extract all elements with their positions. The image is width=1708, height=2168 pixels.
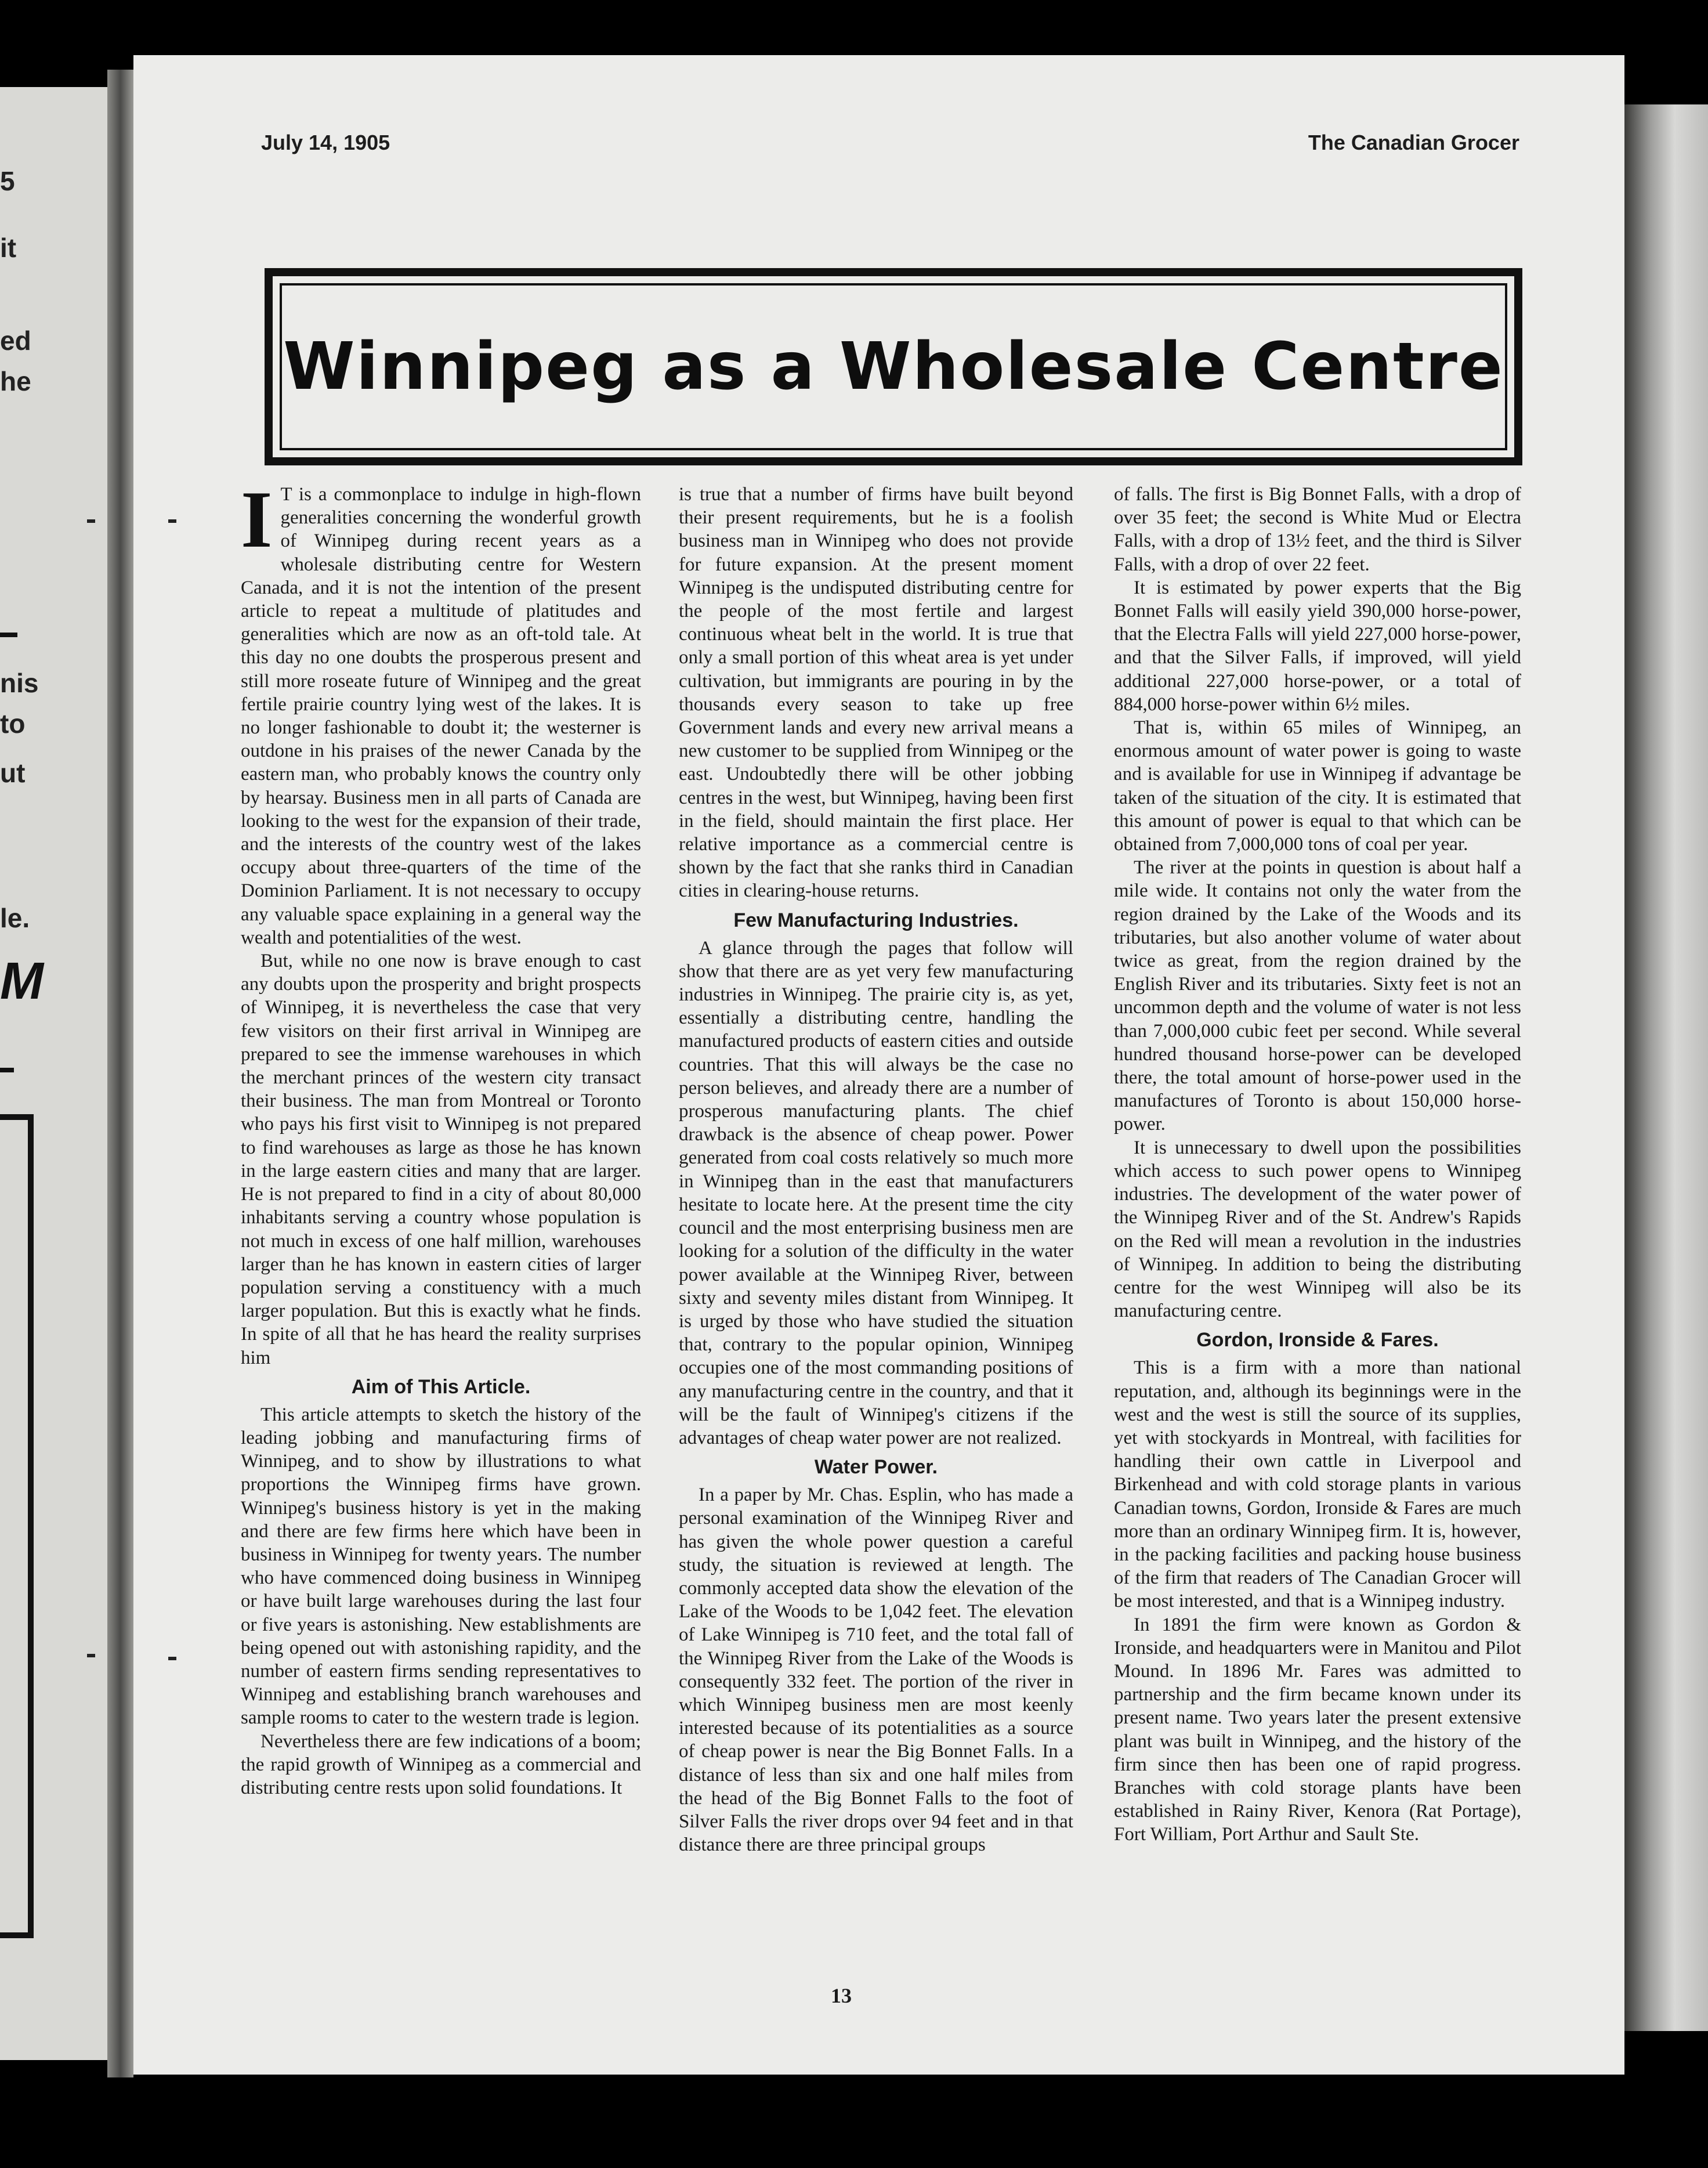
drop-cap: I <box>241 475 273 565</box>
paragraph: That is, within 65 miles of Winnipeg, an enormous amount of water power is going to waste and is available for use in Winnipeg if advantage be taken of the situation of the city. It is estimated that this amount of power is equal to that which can be obtained from 7,000,000 tons of coal per year. <box>1114 717 1521 855</box>
paragraph: This is a firm with a more than national reputation, and, although its beginnings were in the west and the west is still the source of its supplies, yet with stockyards in Montreal, with facilities for handling their own cattle in Liverpool and Birkenhead and with cold storage plants in various Canadian towns, Gordon, Ironside & Fares are much more than an ordinary Winnipeg firm. It is, however, in the packing facilities and packing house business of the firm that readers of The Canadian Grocer will be most interested, and that is a Winnipeg industry. <box>1114 1357 1521 1612</box>
facing-page-rule <box>0 633 17 637</box>
section-heading: Water Power. <box>814 1456 938 1479</box>
publication-name: The Canadian Grocer <box>1308 131 1519 154</box>
article-column-3 <box>1114 483 1521 1847</box>
page-edge-shadow <box>1624 104 1708 2031</box>
paragraph: A glance through the pages that follow will show that there are as yet very few manufacturing industries in Winnipeg. The prairie city is, as yet, essentially a distributing centre, handling the manufactured products of eastern cities and outside countries. That this will always be the case no person believes, and already there are a number of prosperous manufacturing plants. The chief drawback is the absence of cheap power. Power generated from coal costs relatively so much more in Winnipeg than in the east that manufacturers hesitate to locate here. At the present time the city council and the most enterprising business men are looking for a solution of the difficulty in the water power available at the Winnipeg River, between sixty and seventy miles distant from Winnipeg. It is urged by those who have studied the situation that, contrary to the popular opinion, Winnipeg occupies one of the most commanding positions of any manufacturing centre in the country, and that it will be the fault of Winnipeg's citizens if the advantages of cheap water power are not realized. <box>679 937 1073 1448</box>
paragraph: This article attempts to sketch the history of the leading jobbing and manufacturing firms of Winnipeg, and to show by illustrations to what proportions the Winnipeg firms have grown. Winnipeg's business history is yet in the making and there are few firms here which have been in business in Winnipeg for twenty years. The number who have commenced doing business in Winnipeg or have built large warehouses during the last four or five years is astonishing. New establishments are being opened out with astonishing rapidity, and the number of eastern firms sending representatives to Winnipeg and establishing branch warehouses and sample rooms to cater to the western trade is legion. <box>241 1404 641 1729</box>
facing-page-text: nis <box>0 668 39 698</box>
issue-date: July 14, 1905 <box>261 131 390 154</box>
section-heading: Gordon, Ironside & Fares. <box>1196 1329 1439 1352</box>
paragraph-text: T is a commonplace to indulge in high-flown generalities concerning the wonderful growth of Winnipeg during recent years as a wholesale distributing centre for Western Canada, and it is not the intention of the present article to repeat a multitude of platitudes and generalities which are now as an oft-told tale. At this day no one doubts the prosperous present and still more roseate future of Winnipeg and the great fertile prairie country lying west of the lakes. It is no longer fashionable to doubt it; the westerner is outdone in his praises of the newer Canada by the eastern man, who probably knows the country only by hearsay. Business men in all parts of Canada are looking to the west for the expansion of their trade, and the interests of the country west of the lakes occupy about three-quarters of the time of the Dominion Parliament. It is not necessary to occupy any valuable space explaining in a general way the wealth and potentialities of the west. <box>241 484 641 948</box>
print-speck <box>87 519 95 523</box>
page-number: 13 <box>831 1984 852 2007</box>
print-speck <box>168 1657 176 1660</box>
paragraph <box>241 475 641 949</box>
section-heading: Aim of This Article. <box>351 1375 531 1398</box>
print-speck <box>87 1654 95 1657</box>
title-banner-inner-frame <box>280 283 1507 450</box>
paragraph: In 1891 the firm were known as Gordon & Ironside, and headquarters were in Manitou and Pilot Mound. In 1896 Mr. Fares was admitted to partnership and the firm became known under its present name. Two years later the present extensive plant was built in Winnipeg, and the history of the firm since then has been one of rapid progress. Branches with cold storage plants have been established in Rainy River, Kenora (Rat Portage), Fort William, Port Arthur and Sault Ste. <box>1114 1614 1521 1845</box>
paragraph: of falls. The first is Big Bonnet Falls, with a drop of over 35 feet; the second is White Mud or Electra Falls, with a drop of 13½ feet, and the third is Silver Falls, with a drop of over 22 feet. <box>1114 484 1521 575</box>
binding-gutter <box>107 70 133 2077</box>
facing-page-text: ed <box>0 326 31 356</box>
facing-page-text: he <box>0 366 31 396</box>
article-column-1 <box>241 475 641 1800</box>
paragraph: The river at the points in question is about half a mile wide. It contains not only the water from the region drained by the Lake of the Woods and its tributaries, but also another volume of water about twice as great, from the region drained by the English River and its tributaries. Sixty feet is not an uncommon depth and the volume of water is not less than 7,000,000 cubic feet per second. While several hundred thousand horse-power can be developed there, the total amount of horse-power used in the manufactures of Toronto is about 150,000 horse-power. <box>1114 857 1521 1135</box>
section-heading: Few Manufacturing Industries. <box>733 909 1019 931</box>
paragraph: is true that a number of firms have built beyond their present requirements, but he is a foolish business man in Winnipeg who does not provide for future expansion. At the present moment Winnipeg is the undisputed distributing centre for the people of the most fertile and largest continuous wheat belt in the world. It is true that only a small portion of this wheat area is yet under cultivation, but immigrants are pouring in by the thousands every season to take up free Government lands and every new arrival means a new customer to be supplied from Winnipeg or the east. Undoubtedly there will be other jobbing centres in the west, but Winnipeg, having been first in the field, should maintain the first place. Her relative importance as a commercial centre is shown by the fact that she ranks third in Canadian cities in clearing-house returns. <box>679 484 1073 902</box>
facing-page-text: ut <box>0 758 26 788</box>
paragraph: It is estimated by power experts that the Big Bonnet Falls will easily yield 390,000 horse-power, that the Electra Falls will yield 227,000 horse-power, and that the Silver Falls, if improved, will yield additional 227,000 horse-power, or a total of 884,000 horse-power within 6½ miles. <box>1114 577 1521 715</box>
facing-page-fragment <box>0 87 107 2060</box>
facing-page-rule <box>0 1068 14 1072</box>
facing-page-box-edge <box>0 1114 34 1938</box>
paragraph: It is unnecessary to dwell upon the possibilities which access to such power opens to Winnipeg industries. The development of the water power of the Winnipeg River and of the St. Andrew's Rapids on the Red will mean a revolution in the industries of Winnipeg. In addition to being the distributing centre for the west Winnipeg will also be its manufacturing centre. <box>1114 1137 1521 1322</box>
title-banner <box>265 268 1522 465</box>
print-speck <box>168 519 176 523</box>
paragraph: Nevertheless there are few indications of a boom; the rapid growth of Winnipeg as a commercial and distributing centre rests upon solid foundations. It <box>241 1730 641 1798</box>
paragraph: But, while no one now is brave enough to cast any doubts upon the prosperity and bright prospects of Winnipeg, it is nevertheless the case that very few visitors on their first arrival in Winnipeg are prepared to see the immense warehouses in which the merchant princes of the western city transact their business. The man from Montreal or Toronto who pays his first visit to Winnipeg is not prepared to find warehouses as large as those he has known in the large eastern cities and many that are larger. He is not prepared to find in a city of about 80,000 inhabitants serving a country whose population is not much in excess of one half million, warehouses larger than he has known in eastern cities of larger population serving a constituency with a much larger population. But this is exactly what he finds. In spite of all that he has heard the reality surprises him <box>241 951 641 1368</box>
facing-page-text: to <box>0 709 26 739</box>
facing-page-text: it <box>0 233 17 263</box>
facing-page-text: 5 <box>0 166 15 196</box>
paragraph: In a paper by Mr. Chas. Esplin, who has made a personal examination of the Winnipeg River and has given the whole power question a careful study, the situation is reviewed at length. The commonly accepted data show the elevation of the Lake of the Woods to be 1,042 feet. The elevation of Lake Winnipeg is 710 feet, and the total fall of the Winnipeg River from the Lake of the Woods is consequently 332 feet. The portion of the river in which Winnipeg business men are most keenly interested because of its potentialities as a source of cheap power is near the Big Bonnet Falls. In a distance of less than six and one half miles from the head of the Big Bonnet Falls to the foot of Silver Falls the river drops over 94 feet and in that distance there are three principal groups <box>679 1484 1073 1856</box>
article-column-2 <box>679 483 1073 1856</box>
facing-page-text: le. <box>0 903 30 933</box>
article-title: Winnipeg as a Wholesale Centre <box>283 329 1504 404</box>
facing-page-text: M <box>0 952 44 1010</box>
